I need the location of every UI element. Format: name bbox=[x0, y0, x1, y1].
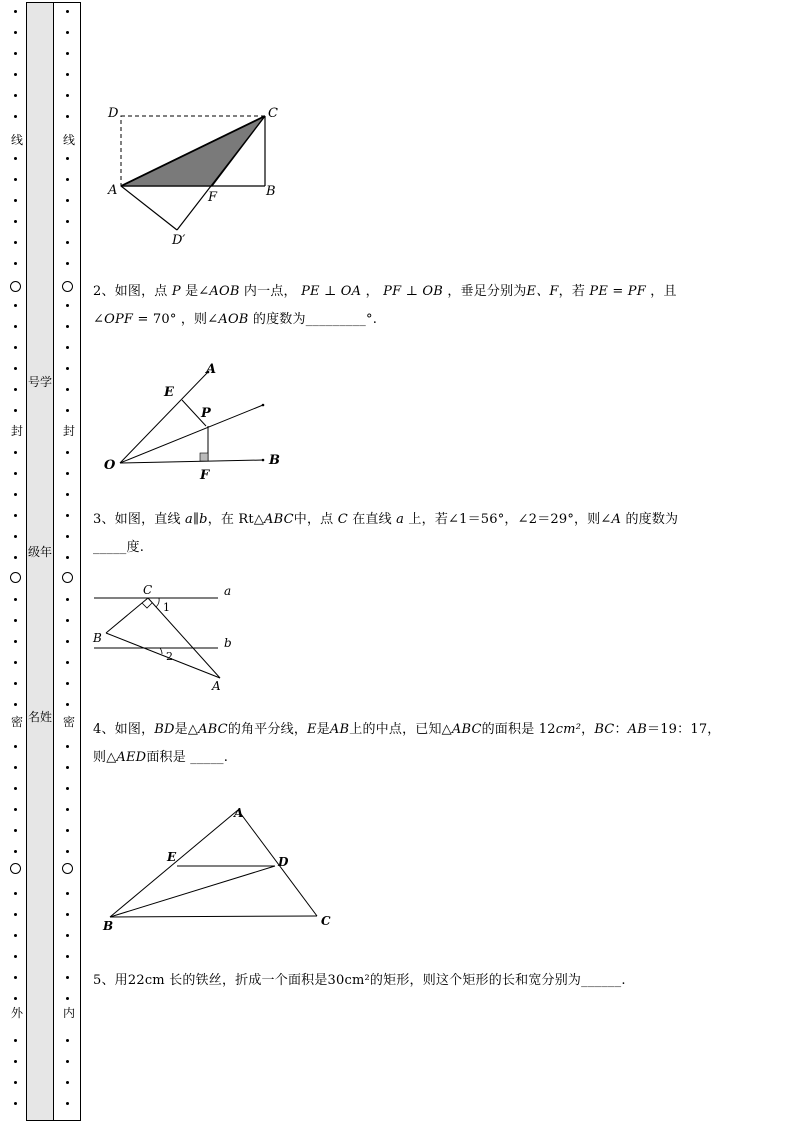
binding-dot bbox=[14, 10, 17, 13]
binding-dot bbox=[14, 472, 17, 475]
q4-text: 上的中点，已知△ bbox=[349, 722, 452, 737]
binding-dot bbox=[14, 556, 17, 559]
q2-math-PF-OB: PF ⊥ OB bbox=[383, 284, 443, 299]
q2-math-PE-PF: PE = PF bbox=[589, 284, 646, 299]
inner-mark-mi: 密 bbox=[62, 715, 75, 729]
q2-text: = 70° ，则∠ bbox=[133, 312, 219, 327]
binding-dot bbox=[14, 1060, 17, 1063]
outer-mark-mi: 密 bbox=[10, 715, 23, 729]
binding-dot bbox=[66, 955, 69, 958]
binding-dot bbox=[14, 199, 17, 202]
q2-text: 是∠ bbox=[180, 284, 210, 299]
label-O: O bbox=[104, 458, 116, 473]
binding-dot bbox=[66, 808, 69, 811]
binding-dot bbox=[66, 220, 69, 223]
binding-dot bbox=[66, 241, 69, 244]
binding-dot bbox=[66, 493, 69, 496]
q4-text: 则△ bbox=[93, 750, 117, 765]
binding-dot bbox=[66, 409, 69, 412]
binding-dot bbox=[66, 346, 69, 349]
point-B-dot bbox=[262, 459, 265, 462]
label-B: B bbox=[93, 631, 102, 645]
binding-dot bbox=[14, 241, 17, 244]
binding-dot bbox=[66, 325, 69, 328]
q2-text: 如图，点 bbox=[114, 284, 172, 299]
question-3-line-1 bbox=[93, 506, 743, 534]
q4-math-E: E bbox=[307, 722, 317, 737]
q3-answer-blank: _____度. bbox=[93, 540, 145, 555]
binding-dot bbox=[14, 745, 17, 748]
inner-mark-nei: 内 bbox=[62, 1006, 75, 1020]
binding-dot bbox=[14, 829, 17, 832]
q4-math-AB: AB bbox=[329, 722, 350, 737]
binding-dot bbox=[14, 493, 17, 496]
binding-dot bbox=[14, 535, 17, 538]
q2-math-PE-OA: PE ⊥ OA bbox=[301, 284, 362, 299]
figure-4-triangle bbox=[100, 800, 340, 935]
strip-label-grade: 级年 bbox=[27, 545, 52, 559]
binding-dot bbox=[66, 472, 69, 475]
label-A: A bbox=[234, 806, 244, 820]
binding-dot bbox=[14, 94, 17, 97]
q3-text: 如图，直线 bbox=[114, 512, 186, 527]
q4-answer-blank: 面积是 _____. bbox=[146, 750, 229, 765]
binding-dot bbox=[14, 178, 17, 181]
binding-dot bbox=[14, 304, 17, 307]
question-2-line-1 bbox=[93, 278, 743, 306]
label-A: A bbox=[206, 362, 217, 377]
q2-math-AOB: AOB bbox=[218, 312, 249, 327]
binding-dot bbox=[14, 1102, 17, 1105]
figure-1-fold bbox=[100, 100, 290, 250]
q4-text: ＝19：17， bbox=[647, 722, 721, 737]
bisector-BD bbox=[110, 866, 275, 917]
binding-dot bbox=[14, 1081, 17, 1084]
ray-OP bbox=[120, 405, 263, 463]
q4-text: ， bbox=[581, 722, 595, 737]
binding-dot bbox=[66, 703, 69, 706]
q4-math-ABC: ABC bbox=[198, 722, 228, 737]
q2-math-EF: E、F bbox=[526, 284, 559, 299]
binding-dot bbox=[66, 913, 69, 916]
binding-dot bbox=[66, 997, 69, 1000]
segment-BA bbox=[106, 633, 220, 678]
q2-text: ，若 bbox=[558, 284, 590, 299]
outer-mark-wai: 外 bbox=[10, 1006, 23, 1020]
label-F: F bbox=[208, 190, 218, 205]
binding-dot bbox=[66, 829, 69, 832]
q3-text: 中，点 bbox=[293, 512, 338, 527]
binding-dot bbox=[66, 73, 69, 76]
name-strip bbox=[26, 2, 54, 1120]
binding-dot bbox=[14, 1039, 17, 1042]
binding-dot bbox=[14, 850, 17, 853]
segment-BC bbox=[106, 598, 148, 633]
q4-text: 的角平分线， bbox=[227, 722, 308, 737]
label-a: a bbox=[224, 584, 232, 598]
binding-dot bbox=[14, 619, 17, 622]
q3-number: 3、 bbox=[93, 512, 115, 527]
binding-dot bbox=[14, 346, 17, 349]
question-4-line-2 bbox=[93, 744, 743, 772]
binding-dot bbox=[14, 934, 17, 937]
q4-text: 是△ bbox=[174, 722, 199, 737]
question-4 bbox=[93, 716, 743, 772]
label-b: b bbox=[224, 636, 232, 650]
binding-dot bbox=[14, 388, 17, 391]
q4-math-AB: AB bbox=[627, 722, 648, 737]
q3-text: 的度数为 bbox=[621, 512, 679, 527]
binding-dot bbox=[14, 892, 17, 895]
binding-dot bbox=[66, 619, 69, 622]
ray-OB bbox=[120, 460, 263, 463]
binding-dot bbox=[66, 199, 69, 202]
angle-1-arc bbox=[156, 598, 159, 607]
label-C: C bbox=[321, 914, 331, 928]
binding-dot bbox=[66, 556, 69, 559]
q2-text: ， bbox=[361, 284, 384, 299]
question-5-text: 5、用22cm 长的铁丝，折成一个面积是30cm²的矩形，则这个矩形的长和宽分别为______. bbox=[93, 973, 626, 988]
q4-math-cm2: cm² bbox=[555, 722, 582, 737]
binding-dot bbox=[66, 934, 69, 937]
binding-dot bbox=[14, 703, 17, 706]
label-B: B bbox=[103, 919, 114, 933]
binding-dot bbox=[14, 115, 17, 118]
question-2-line-2 bbox=[93, 306, 743, 334]
binding-dot bbox=[66, 598, 69, 601]
binding-dot bbox=[14, 31, 17, 34]
label-A: A bbox=[212, 679, 221, 693]
binding-dot bbox=[66, 892, 69, 895]
segment-CA bbox=[148, 598, 220, 678]
q3-math-ABC: ABC bbox=[264, 512, 294, 527]
q2-number: 2、 bbox=[93, 284, 115, 299]
right-angle-mark bbox=[142, 603, 152, 608]
binding-dot bbox=[66, 976, 69, 979]
binding-dot bbox=[66, 1081, 69, 1084]
q4-math-AED: AED bbox=[116, 750, 147, 765]
binding-dot bbox=[66, 766, 69, 769]
binding-dot bbox=[66, 262, 69, 265]
binding-dot bbox=[14, 640, 17, 643]
q2-text: ，且 bbox=[645, 284, 677, 299]
figure-3-parallel-lines bbox=[90, 580, 250, 695]
binding-dot bbox=[14, 661, 17, 664]
inner-mark-feng: 封 bbox=[62, 424, 75, 438]
inner-dot-column bbox=[58, 0, 78, 1123]
binding-dot bbox=[66, 640, 69, 643]
segment-AD-prime bbox=[121, 186, 177, 230]
binding-circle-mark bbox=[10, 863, 21, 874]
binding-dot bbox=[66, 388, 69, 391]
binding-dot bbox=[66, 850, 69, 853]
binding-circle-mark bbox=[62, 281, 73, 292]
label-F: F bbox=[200, 468, 210, 483]
question-4-line-1 bbox=[93, 716, 743, 744]
label-D-prime: D′ bbox=[172, 233, 186, 248]
q2-answer-blank: 的度数为_________°. bbox=[248, 312, 378, 327]
binding-dot bbox=[14, 220, 17, 223]
q3-math-ab: a∥b bbox=[185, 512, 208, 527]
ray-end-dot bbox=[262, 404, 265, 407]
q3-text: 上，若∠1＝56°，∠2＝29°，则∠ bbox=[404, 512, 612, 527]
binding-dot bbox=[66, 94, 69, 97]
q2-text: ∠ bbox=[93, 312, 105, 327]
binding-margin bbox=[0, 0, 90, 1123]
label-A: A bbox=[108, 183, 118, 198]
binding-dot bbox=[66, 535, 69, 538]
binding-dot bbox=[14, 997, 17, 1000]
binding-dot bbox=[14, 325, 17, 328]
outer-mark-feng: 封 bbox=[10, 424, 23, 438]
q4-math-ABC: ABC bbox=[451, 722, 482, 737]
q2-math-P: P bbox=[171, 284, 181, 299]
outer-mark-xian: 线 bbox=[10, 133, 23, 147]
binding-dot bbox=[14, 598, 17, 601]
label-B: B bbox=[266, 184, 276, 199]
label-B: B bbox=[269, 453, 280, 468]
binding-dot bbox=[14, 955, 17, 958]
binding-line bbox=[80, 2, 81, 1120]
q3-text: ，在 Rt△ bbox=[207, 512, 265, 527]
binding-dot bbox=[14, 913, 17, 916]
label-E: E bbox=[167, 850, 177, 864]
binding-dot bbox=[66, 115, 69, 118]
segment-BC bbox=[110, 916, 317, 917]
q2-math-AOB: AOB bbox=[209, 284, 240, 299]
binding-dot bbox=[14, 451, 17, 454]
binding-dot bbox=[14, 367, 17, 370]
label-E: E bbox=[164, 385, 174, 400]
binding-circle-mark bbox=[62, 863, 73, 874]
label-angle-1: 1 bbox=[163, 601, 170, 614]
right-angle-mark bbox=[200, 453, 208, 461]
binding-circle-mark bbox=[62, 572, 73, 583]
q4-text: 是 bbox=[316, 722, 330, 737]
binding-dot bbox=[66, 367, 69, 370]
strip-label-name: 名姓 bbox=[27, 710, 52, 724]
binding-dot bbox=[14, 52, 17, 55]
q2-text: ，垂足分别为 bbox=[443, 284, 527, 299]
figure-2-angle bbox=[100, 358, 300, 486]
q3-math-A: A bbox=[611, 512, 622, 527]
binding-dot bbox=[66, 451, 69, 454]
binding-dot bbox=[66, 1102, 69, 1105]
q4-math-BC: BC bbox=[594, 722, 615, 737]
q3-math-a: a bbox=[396, 512, 405, 527]
binding-dot bbox=[66, 304, 69, 307]
binding-dot bbox=[66, 157, 69, 160]
q4-text: 如图， bbox=[114, 722, 155, 737]
binding-dot bbox=[66, 178, 69, 181]
strip-label-id: 号学 bbox=[27, 375, 52, 389]
label-D: D bbox=[108, 106, 119, 121]
question-3 bbox=[93, 506, 743, 562]
binding-dot bbox=[66, 52, 69, 55]
q3-text: 在直线 bbox=[347, 512, 397, 527]
question-5 bbox=[93, 967, 743, 995]
q2-math-OPF: OPF bbox=[104, 312, 134, 327]
binding-dot bbox=[14, 262, 17, 265]
binding-dot bbox=[66, 31, 69, 34]
label-C: C bbox=[143, 583, 153, 597]
inner-mark-xian: 线 bbox=[62, 133, 75, 147]
binding-dot bbox=[14, 808, 17, 811]
binding-dot bbox=[14, 787, 17, 790]
angle-2-arc bbox=[160, 648, 162, 654]
binding-dot bbox=[66, 1039, 69, 1042]
q4-text: ： bbox=[614, 722, 628, 737]
q3-math-C: C bbox=[337, 512, 348, 527]
q4-text: 的面积是 12 bbox=[481, 722, 556, 737]
binding-dot bbox=[66, 787, 69, 790]
binding-dot bbox=[14, 682, 17, 685]
binding-dot bbox=[14, 514, 17, 517]
binding-dot bbox=[14, 976, 17, 979]
binding-dot bbox=[66, 661, 69, 664]
binding-dot bbox=[14, 157, 17, 160]
label-C: C bbox=[268, 106, 278, 121]
binding-dot bbox=[66, 10, 69, 13]
label-D: D bbox=[278, 855, 289, 869]
q4-math-BD: BD bbox=[154, 722, 175, 737]
binding-circle-mark bbox=[10, 572, 21, 583]
binding-circle-mark bbox=[10, 281, 21, 292]
q2-text: 内一点， bbox=[239, 284, 302, 299]
binding-dot bbox=[66, 682, 69, 685]
binding-dot bbox=[66, 514, 69, 517]
binding-dot bbox=[14, 766, 17, 769]
outer-dot-column bbox=[6, 0, 26, 1123]
q4-number: 4、 bbox=[93, 722, 115, 737]
label-angle-2: 2 bbox=[166, 650, 173, 663]
binding-dot bbox=[66, 1060, 69, 1063]
binding-dot bbox=[14, 409, 17, 412]
label-P: P bbox=[201, 406, 211, 421]
binding-dot bbox=[14, 73, 17, 76]
question-2 bbox=[93, 278, 743, 334]
binding-dot bbox=[66, 745, 69, 748]
